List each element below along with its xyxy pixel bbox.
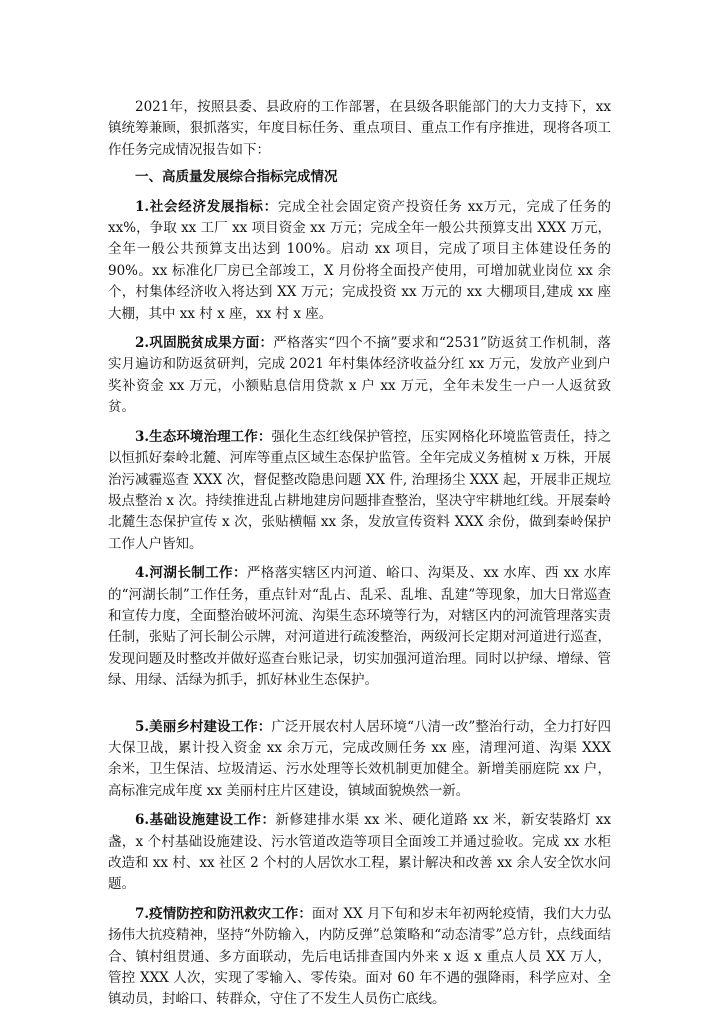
item-title: 2.巩固脱贫成果方面：	[135, 335, 274, 352]
item-body: 强化生态红线保护管控，压实网格化环境监管责任，持之以恒抓好秦岭北麓、河库等重点区域生态保护监管。全年完成义务植树 x 万株，开展治污减霾巡查 XXX 次，督促整改隐患问题 XX 件, 治理扬尘 XXX 起，开展非正规垃圾点整治 x 次。持续推进乱占耕地建房问题排查整治，坚决守牢耕地红线。开展秦岭北麓生态保护宣传 x 次，张贴横幅 xx 条，发放宣传资料 XXX 余份，做到秦岭保护工作人户皆知。	[108, 428, 612, 552]
item-body: 严格落实“四个不摘”要求和“2531”防返贫工作机制，落实月遍访和防返贫研判，完成 2021 年村集体经济收益分红 xx 万元，发放产业到户奖补资金 xx 万元，小额贴息信用贷款 x 户 xx 万元，全年未发生一户一人返贫致贫。	[108, 335, 611, 416]
item-paragraph	[108, 197, 611, 325]
item-paragraph	[108, 333, 611, 419]
item-title: 3.生态环境治理工作：	[135, 428, 272, 445]
item-body: 面对 XX 月下旬和岁末年初两轮疫情，我们大力弘扬伟大抗疫精神，坚持“外防输入，内防反弹”总策略和“动态清零”总方针，点线面结合、镇村组贯通、多方面联动，先后电话排查国内外来 x 返 x 重点人员 XX 万人，管控 XXX 人次，实现了零输入、零传染。面对 60 年不遇的强降雨，科学应对、全镇动员，封峪口、转群众，守住了不发生人员伤亡底线。	[108, 905, 612, 1008]
item-paragraph	[108, 904, 611, 1011]
section-heading: 一、高质量发展综合指标完成情况	[135, 169, 338, 186]
item-paragraph	[108, 563, 611, 691]
item-body: 严格落实辖区内河道、峪口、沟渠及、xx 水库、西 xx 水库的“河湖长制”工作任务，重点针对“乱占、乱采、乱堆、乱建”等现象，加大日常巡查和宣传力度，全面整治破坏河流、沟渠生态环境等行为，对辖区内的河流管理落实责任制，张贴了河长制公示牌，对河道进行疏浚整治，两级河长定期对河道进行巡查，发现问题及时整改并做好巡查台账记录，切实加强河道治理。同时以护绿、增绿、管绿、用绿、活绿为抓手，抓好林业生态保护。	[108, 565, 612, 689]
item-body: 新修建排水渠 xx 米、硬化道路 xx 米，新安装路灯 xx 盏，x 个村基础设施建设、污水管道改造等项目全面竣工并通过验收。完成 xx 水柜改造和 xx 村、xx 社区 2 个村的人居饮水工程，累计解决和改善 xx 余人安全饮水问题。	[108, 812, 612, 893]
item-paragraph	[108, 810, 611, 896]
item-title: 7.疫情防控和防汛救灾工作：	[135, 905, 312, 922]
item-paragraph	[108, 427, 611, 555]
item-body: 完成全社会固定资产投资任务 xx万元，完成了任务的 xx%，争取 xx 工厂 xx 项目资金 xx 万元；完成全年一般公共预算支出 XXX 万元，全年一般公共预算支出达到 100%。启动 xx 项目，完成了项目主体建设任务的 90%。xx 标准化厂房已全部竣工，X 月份将全面投产使用，可增加就业岗位 xx 余个，村集体经济收入将达到 XX 万元；完成投资 xx 万元的 xx 大棚项目,建成 xx 座大棚，其中 xx 村 x 座，xx 村 x 座。	[108, 198, 611, 322]
item-title: 4.河湖长制工作：	[135, 565, 247, 582]
item-title: 1.社会经济发展指标：	[135, 198, 278, 215]
item-paragraph	[108, 717, 611, 803]
item-body: 广泛开展农村人居环境“八清一改”整治行动，全力打好四大保卫战，累计投入资金 xx 余万元，完成改厕任务 xx 座，清理河道、沟渠 XXX 余米，卫生保洁、垃圾清运、污水处理等长效机制更加健全。新增美丽庭院 xx 户，高标准完成年度 xx 美丽村庄片区建设，镇域面貌焕然一新。	[108, 718, 611, 799]
item-title: 6.基础设施建设工作：	[135, 812, 276, 829]
intro-paragraph: 2021年，按照县委、县政府的工作部署，在县级各职能部门的大力支持下，xx镇统筹兼顾，狠抓落实，年度目标任务、重点项目、重点工作有序推进，现将各项工作任务完成情况报告如下：	[108, 99, 611, 158]
item-title: 5.美丽乡村建设工作：	[135, 718, 272, 735]
